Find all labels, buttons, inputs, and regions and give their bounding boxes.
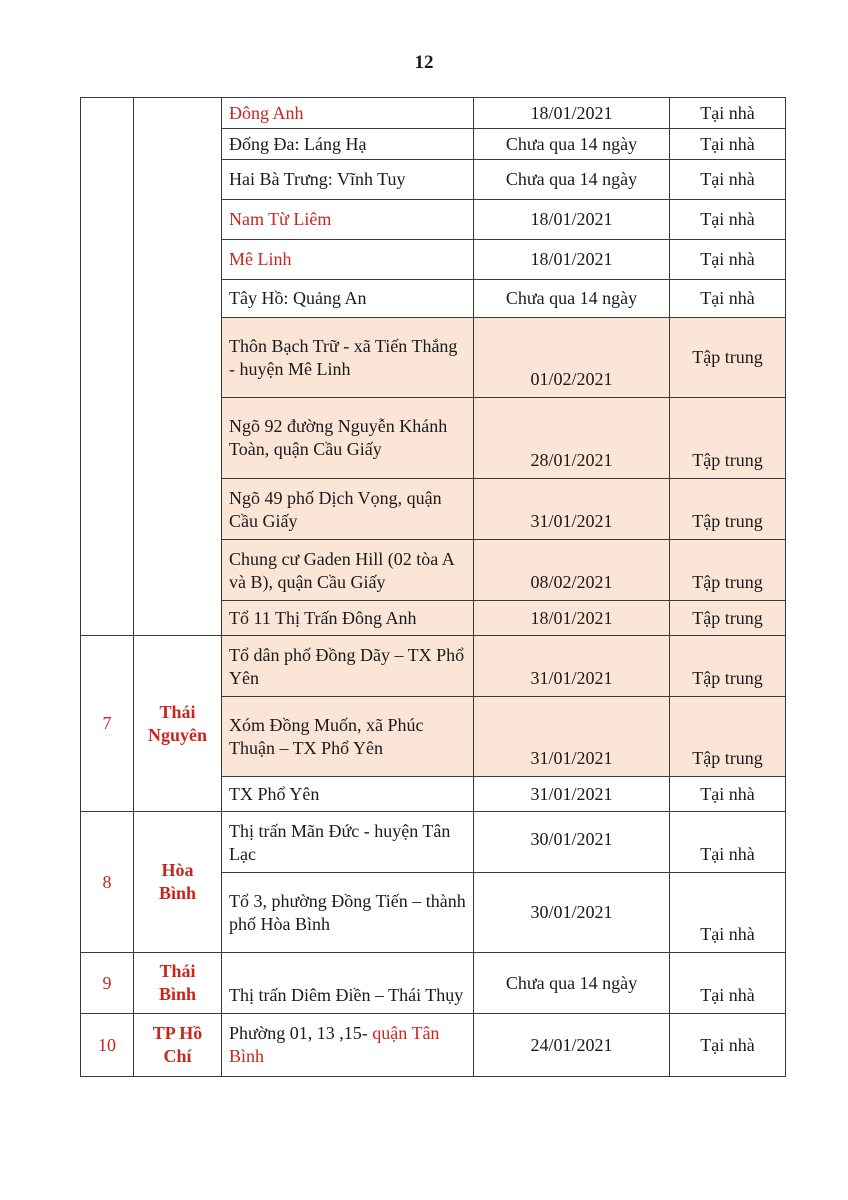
table-row bbox=[81, 636, 786, 697]
form-cell: Tại nhà bbox=[670, 812, 786, 873]
page-number: 12 bbox=[414, 52, 434, 73]
location-cell: Đống Đa: Láng Hạ bbox=[222, 129, 474, 160]
form-cell: Tại nhà bbox=[670, 1014, 786, 1077]
location-cell bbox=[222, 1014, 474, 1077]
date-cell: 31/01/2021 bbox=[474, 479, 670, 540]
date-cell: Chưa qua 14 ngày bbox=[474, 160, 670, 200]
province-cell: TP Hồ Chí bbox=[134, 1014, 222, 1077]
date-cell: Chưa qua 14 ngày bbox=[474, 953, 670, 1014]
location-district-link: quận Tân Bình bbox=[229, 1023, 440, 1066]
form-cell: Tập trung bbox=[670, 398, 786, 479]
form-cell: Tại nhà bbox=[670, 98, 786, 129]
date-cell: 18/01/2021 bbox=[474, 200, 670, 240]
form-cell: Tập trung bbox=[670, 697, 786, 777]
location-cell: Ngõ 92 đường Nguyễn Khánh Toàn, quận Cầu Giấy bbox=[222, 398, 474, 479]
location-cell: Thị trấn Mãn Đức - huyện Tân Lạc bbox=[222, 812, 474, 873]
date-cell: 18/01/2021 bbox=[474, 601, 670, 636]
location-cell: Ngõ 49 phố Dịch Vọng, quận Cầu Giấy bbox=[222, 479, 474, 540]
date-cell: 30/01/2021 bbox=[474, 873, 670, 953]
date-cell: 28/01/2021 bbox=[474, 398, 670, 479]
table-row bbox=[81, 812, 786, 873]
table-row bbox=[81, 1014, 786, 1077]
form-cell: Tại nhà bbox=[670, 240, 786, 280]
date-cell: 31/01/2021 bbox=[474, 777, 670, 812]
location-cell: TX Phổ Yên bbox=[222, 777, 474, 812]
table-row bbox=[81, 953, 786, 1014]
date-cell: 18/01/2021 bbox=[474, 240, 670, 280]
date-cell: 18/01/2021 bbox=[474, 98, 670, 129]
date-cell: 30/01/2021 bbox=[474, 812, 670, 873]
location-cell: Tây Hồ: Quảng An bbox=[222, 280, 474, 318]
location-cell: Tổ 3, phường Đồng Tiến – thành phố Hòa Bình bbox=[222, 873, 474, 953]
location-cell: Tổ dân phố Đồng Dãy – TX Phổ Yên bbox=[222, 636, 474, 697]
form-cell: Tại nhà bbox=[670, 129, 786, 160]
location-cell: Thôn Bạch Trữ - xã Tiến Thắng - huyện Mê Linh bbox=[222, 318, 474, 398]
location-cell: Tổ 11 Thị Trấn Đông Anh bbox=[222, 601, 474, 636]
date-cell: 31/01/2021 bbox=[474, 636, 670, 697]
location-cell: Thị trấn Diêm Điền – Thái Thụy bbox=[222, 953, 474, 1014]
location-cell: Mê Linh bbox=[222, 240, 474, 280]
form-cell: Tại nhà bbox=[670, 777, 786, 812]
location-prefix: Phường 01, 13 ,15- bbox=[229, 1023, 373, 1043]
table-row bbox=[81, 98, 786, 129]
row-number-cell: 7 bbox=[81, 636, 134, 812]
form-cell: Tập trung bbox=[670, 601, 786, 636]
date-cell: 01/02/2021 bbox=[474, 318, 670, 398]
form-cell: Tập trung bbox=[670, 636, 786, 697]
form-cell: Tại nhà bbox=[670, 280, 786, 318]
row-number-cell: 8 bbox=[81, 812, 134, 953]
date-cell: Chưa qua 14 ngày bbox=[474, 280, 670, 318]
form-cell: Tại nhà bbox=[670, 953, 786, 1014]
form-cell: Tập trung bbox=[670, 540, 786, 601]
quarantine-table bbox=[80, 97, 786, 1077]
form-cell: Tập trung bbox=[670, 479, 786, 540]
location-cell: Hai Bà Trưng: Vĩnh Tuy bbox=[222, 160, 474, 200]
form-cell: Tập trung bbox=[670, 318, 786, 398]
location-cell: Xóm Đồng Muốn, xã Phúc Thuận – TX Phổ Yên bbox=[222, 697, 474, 777]
province-cell: Thái Nguyên bbox=[134, 636, 222, 812]
form-cell: Tại nhà bbox=[670, 873, 786, 953]
form-cell: Tại nhà bbox=[670, 160, 786, 200]
province-cell: Thái Bình bbox=[134, 953, 222, 1014]
date-cell: 24/01/2021 bbox=[474, 1014, 670, 1077]
province-cell: Hòa Bình bbox=[134, 812, 222, 953]
province-cell bbox=[134, 98, 222, 636]
date-cell: Chưa qua 14 ngày bbox=[474, 129, 670, 160]
row-number-cell: 9 bbox=[81, 953, 134, 1014]
location-cell: Nam Từ Liêm bbox=[222, 200, 474, 240]
date-cell: 31/01/2021 bbox=[474, 697, 670, 777]
location-cell: Đông Anh bbox=[222, 98, 474, 129]
date-cell: 08/02/2021 bbox=[474, 540, 670, 601]
location-cell: Chung cư Gaden Hill (02 tòa A và B), quận Cầu Giấy bbox=[222, 540, 474, 601]
row-number-cell bbox=[81, 98, 134, 636]
row-number-cell: 10 bbox=[81, 1014, 134, 1077]
form-cell: Tại nhà bbox=[670, 200, 786, 240]
